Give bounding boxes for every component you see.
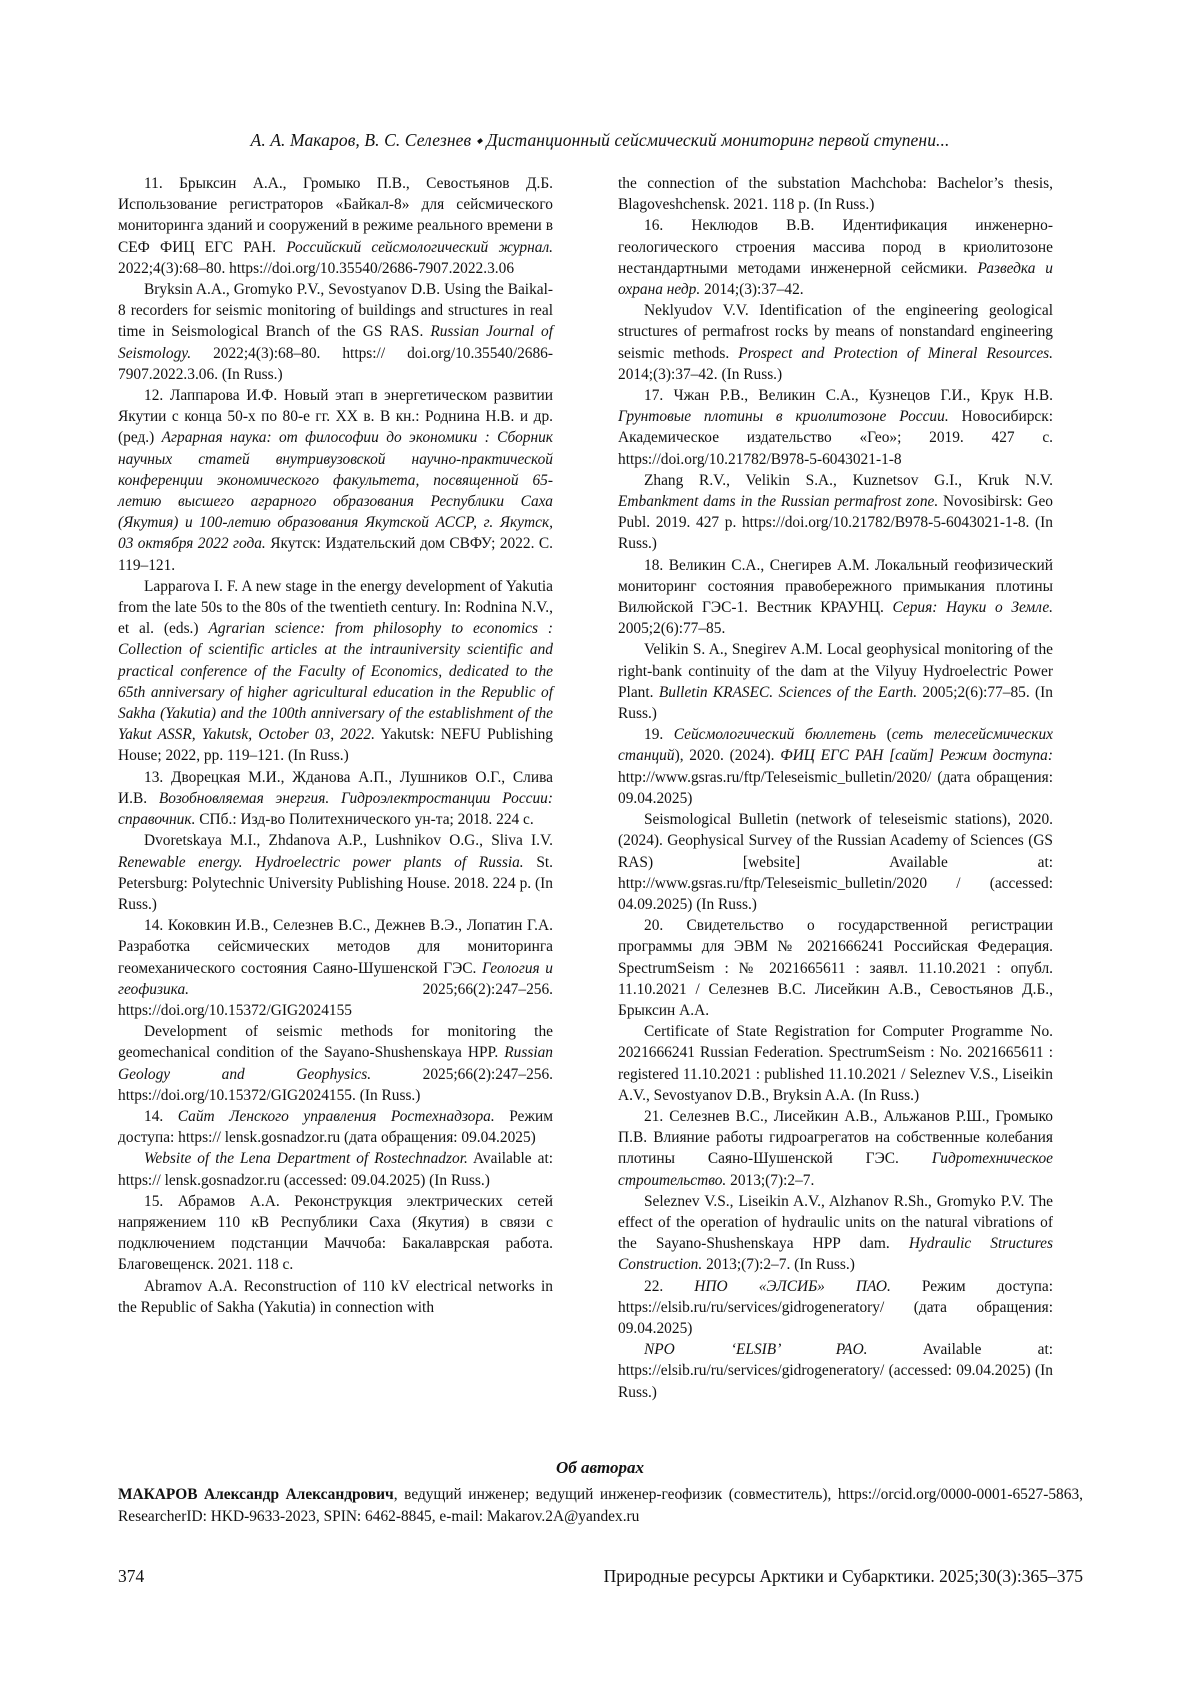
reference-text: 21. Селезнев В.С., Лисейкин А.В., Альжанов Р.Ш., Громыко П.В. Влияние работы гидроагрегатов на собственные колебания плотины Саяно-Шушенской ГЭС.: [618, 1107, 1053, 1168]
reference-entry: [618, 555, 1053, 640]
reference-text: Certificate of State Registration for Computer Programme No. 2021666241 Russian Federation. SpectrumSeism : No. 2021665611 : registered 11.10.2021 : published 11.10.2021 / Seleznev V.S., Liseikin A.V., Sevostyanov D.B., Bryksin A.A. (In Russ.): [618, 1023, 1053, 1104]
reference-text: 18. Великин С.А., Снегирев А.М. Локальный геофизический мониторинг состояния правобережного примыкания плотины Вилюйской ГЭС-1. Вестник КРАУНЦ.: [618, 556, 1053, 617]
running-title: А. А. Макаров, В. С. Селезнев ⬩ Дистанционный сейсмический мониторинг первой ступени...: [250, 130, 950, 150]
author-name: МАКАРОВ Александр Александрович: [118, 1486, 394, 1503]
reference-text: 2014;(3):37–42.: [700, 281, 804, 299]
reference-text: Neklyudov V.V. Identification of the engineering geological structures of permafrost rocks by means of nonstandard engineering seismic methods.: [618, 302, 1053, 362]
reference-entry: [118, 767, 553, 831]
reference-text: (: [876, 726, 892, 744]
page-number: 374: [118, 1566, 145, 1586]
reference-italic-text: ФИЦ ЕГС РАН [сайт] Режим доступа:: [780, 747, 1053, 765]
reference-text: Yakutsk: NEFU Publishing House; 2022, pp. 119–121. (In Russ.): [118, 726, 553, 765]
reference-text: Zhang R.V., Velikin S.A., Kuznetsov G.I., Kruk N.V.: [644, 471, 1053, 489]
reference-entry: [118, 1148, 553, 1190]
reference-text: 16. Неклюдов В.В. Идентификация инженерно-геологического строения массива пород в криолитозоне нестандартными методами инженерной сейсмики.: [618, 217, 1053, 277]
reference-entry: [618, 300, 1053, 385]
reference-text: 14. Коковкин И.В., Селезнев В.С., Дежнев В.Э., Лопатин Г.А. Разработка сейсмических методов для мониторинга геомеханического состояния Саяно-Шушенской ГЭС.: [118, 917, 553, 977]
reference-text: 2013;(7):2–7.: [726, 1171, 815, 1189]
journal-citation: Природные ресурсы Арктики и Субарктики. 2025;30(3):365–375: [603, 1566, 1083, 1586]
reference-text: 20. Свидетельство о государственной регистрации программы для ЭВМ № 2021666241 Российская Федерация. SpectrumSeism : № 2021665611 : заявл. 11.10.2021 : опубл. 11.10.2021 / Селезнев В.С. Лисейкин А.В., Севостьянов Д.Б., Брыксин А.А.: [618, 917, 1053, 1019]
reference-italic-text: Renewable energy. Hydroelectric power plants of Russia.: [118, 853, 524, 871]
reference-italic-text: Аграрная наука: от философии до экономики : Сборник научных статей внутривузовской научно-практической конференции экономического факультета, посвященной 65-летию высшего аграрного образования Республики Саха (Якутия) и 100-летию образования Якутской АССР, г. Якутск, 03 октября 2022 года.: [118, 429, 553, 553]
reference-text: 11. Брыксин А.А., Громыко П.В., Севостьянов Д.Б. Использование регистраторов «Байкал-8» для сейсмического мониторинга зданий и сооружений в режиме реального времени в СЕФ ФИЦ ЕГС РАН.: [118, 175, 553, 256]
reference-text: 2014;(3):37–42. (In Russ.): [618, 365, 783, 383]
reference-entry: [118, 279, 553, 385]
reference-text: Новосибирск: Академическое издательство «Гео»; 2019. 427 с. https://doi.org/10.21782/B978-5-6043021-1-8: [618, 408, 1054, 468]
author-details: , ведущий инженер; ведущий инженер-геофизик (совместитель), https://orcid.org/0000-0001-6527-5863, ResearcherID: HKD-9633-2023, SPIN: 6462-8845, e-mail: Makarov.2A@yandex.ru: [118, 1486, 1083, 1525]
reference-entry: [618, 639, 1053, 724]
reference-entry: [618, 385, 1053, 470]
reference-text: 2013;(7):2–7. (In Russ.): [702, 1256, 855, 1274]
reference-text: Dvoretskaya M.I., Zhdanova A.P., Lushnikov O.G., Sliva I.V.: [144, 832, 553, 850]
reference-text: СПб.: Изд-во Политехнического ун-та; 2018. 224 с.: [195, 811, 534, 829]
reference-text: Bryksin A.A., Gromyko P.V., Sevostyanov D.B. Using the Baikal-8 recorders for seismic monitoring of buildings and structures in real time in Seismological Branch of the GS RAS.: [118, 281, 553, 341]
reference-entry: [118, 576, 553, 767]
reference-italic-text: Геология и геофизика.: [118, 959, 553, 998]
reference-entry: [118, 1106, 553, 1148]
reference-text: Available at: https:// lensk.gosnadzor.ru (accessed: 09.04.2025) (In Russ.): [118, 1150, 553, 1189]
reference-text: 2025;66(2):247–256. https://doi.org/10.15372/GIG2024155: [118, 980, 553, 1019]
reference-italic-text: Embankment dams in the Russian permafrost zone.: [618, 493, 939, 511]
reference-italic-text: Возобновляемая энергия. Гидроэлектростанции России: справочник.: [118, 789, 553, 829]
reference-text: ), 2020. (2024).: [674, 747, 781, 765]
reference-text: Velikin S. A., Snegirev A.M. Local geophysical monitoring of the right-bank continuity of the dam at the Vilyuy Hydroelectric Power Plant.: [618, 641, 1053, 701]
reference-entry: [618, 1106, 1053, 1191]
reference-italic-text: Российский сейсмологический журнал.: [286, 238, 554, 256]
reference-italic-text: Сайт Ленского управления Ростехнадзора.: [177, 1107, 495, 1125]
reference-entry: [118, 1276, 553, 1318]
reference-italic-text: Hydraulic Structures Construction.: [618, 1235, 1054, 1274]
reference-entry: [118, 173, 553, 279]
reference-text: 17. Чжан Р.В., Великин С.А., Кузнецов Г.И., Крук Н.В.: [644, 387, 1053, 405]
reference-entry: [618, 215, 1053, 300]
reference-text: 19.: [644, 726, 674, 744]
about-authors-heading: Об авторах: [555, 1458, 645, 1477]
reference-italic-text: Website of the Lena Department of Rostechnadzor.: [144, 1150, 468, 1168]
reference-italic-text: Russian Journal of Seismology.: [118, 323, 553, 362]
reference-entry: [618, 915, 1053, 1021]
reference-entry: [618, 1339, 1053, 1403]
reference-entry: [118, 385, 553, 576]
reference-text: Novosibirsk: Geo Publ. 2019. 427 p. https://doi.org/10.21782/B978-5-6043021-1-8. (In Russ.): [618, 493, 1053, 553]
reference-italic-text: Гидротехническое строительство.: [618, 1150, 1053, 1189]
reference-italic-text: Russian Geology and Geophysics.: [118, 1044, 553, 1083]
reference-entry: [618, 1191, 1053, 1276]
reference-text: Seismological Bulletin (network of teleseismic stations), 2020. (2024). Geophysical Survey of the Russian Academy of Sciences (GS RAS) [website] Available at: http://www.gsras.ru/ftp/Teleseismic_bulletin/2020 / (accessed: 04.09.2025) (In Russ.): [618, 811, 1053, 913]
author-bio: [118, 1484, 1083, 1527]
reference-italic-text: сеть телесейсмических станций: [618, 726, 1053, 765]
reference-entry: [618, 724, 1053, 809]
reference-text: 2005;2(6):77–85. (In Russ.): [618, 683, 1053, 723]
reference-text: 2022;4(3):68–80. https:// doi.org/10.35540/2686-7907.2022.3.06. (In Russ.): [118, 344, 553, 383]
reference-italic-text: NPO ‘ELSIB’ PAO.: [644, 1341, 868, 1359]
reference-text: 13. Дворецкая М.И., Жданова А.П., Лушников О.Г., Слива И.В.: [118, 768, 553, 807]
reference-italic-text: Prospect and Protection of Mineral Resources.: [738, 344, 1053, 362]
reference-entry: [618, 173, 1053, 215]
reference-italic-text: Agrarian science: from philosophy to economics : Collection of scientific articles at the intrauniversity scientific and practical conference of the Faculty of Economics, dedicated to the 65th anniversary of higher agricultural education in the Republic of Sakha (Yakutia) and the 100th anniversary of the establishment of the Yakut ASSR, Yakutsk, October 03, 2022.: [118, 620, 553, 744]
reference-text: Available at: https://elsib.ru/ru/services/gidrogeneratory/ (accessed: 09.04.2025) (In Russ.): [618, 1341, 1053, 1401]
reference-text: St. Petersburg: Polytechnic University Publishing House. 2018. 224 p. (In Russ.): [118, 853, 553, 913]
reference-entry: [118, 830, 553, 915]
reference-italic-text: Грунтовые плотины в криолитозоне России.: [618, 408, 949, 426]
references-right-column: [618, 173, 1053, 1403]
reference-text: Seleznev V.S., Liseikin A.V., Alzhanov R.Sh., Gromyko P.V. The effect of the operation of hydraulic units on the natural vibrations of the Sayano-Shushenskaya HPP dam.: [618, 1192, 1053, 1253]
reference-text: Режим доступа: https:// lensk.gosnadzor.ru (дата обращения: 09.04.2025): [118, 1107, 553, 1147]
reference-text: 2005;2(6):77–85.: [618, 620, 726, 638]
reference-entry: [618, 470, 1053, 555]
reference-text: Lapparova I. F. A new stage in the energy development of Yakutia from the late 50s to the 80s of the twentieth century. In: Rodnina N.V., et al. (eds.): [118, 577, 553, 638]
reference-text: Abramov A.A. Reconstruction of 110 kV electrical networks in the Republic of Sakha (Yakutia) in connection with: [118, 1277, 553, 1316]
reference-text: 14.: [144, 1107, 178, 1125]
reference-text: http://www.gsras.ru/ftp/Teleseismic_bulletin/2020/ (дата обращения: 09.04.2025): [618, 768, 1053, 807]
reference-entry: [618, 1276, 1053, 1340]
reference-text: 2022;4(3):68–80. https://doi.org/10.35540/2686-7907.2022.3.06: [118, 259, 515, 277]
reference-italic-text: Разведка и охрана недр.: [618, 259, 1053, 299]
reference-text: Development of seismic methods for monitoring the geomechanical condition of the Sayano-Shushenskaya HPP.: [118, 1023, 553, 1062]
reference-italic-text: Серия: Науки о Земле.: [892, 599, 1053, 617]
reference-text: 12. Лаппарова И.Ф. Новый этап в энергетическом развитии Якутии с конца 50-х по 80-е гг. XX в. В кн.: Роднина Н.В. и др. (ред.): [118, 387, 553, 447]
reference-entry: [118, 1021, 553, 1106]
reference-text: Режим доступа: https://elsib.ru/ru/services/gidrogeneratory/ (дата обращения: 09.04.2025): [618, 1277, 1054, 1337]
reference-entry: [618, 809, 1053, 915]
reference-text: 15. Абрамов А.А. Реконструкция электрических сетей напряжением 110 кВ Республики Саха (Якутия) в связи с подключением подстанции Маччоба: Бакалаврская работа. Благовещенск. 2021. 118 с.: [118, 1192, 553, 1274]
reference-text: the connection of the substation Machchoba: Bachelor’s thesis, Blagoveshchensk. 2021. 118 p. (In Russ.): [618, 175, 1053, 214]
reference-text: Якутск: Издательский дом СВФУ; 2022. С. 119–121.: [118, 535, 554, 574]
references-left-column: [118, 173, 553, 1318]
reference-italic-text: Bulletin KRASEC. Sciences of the Earth.: [658, 683, 918, 701]
reference-text: 2025;66(2):247–256. https://doi.org/10.15372/GIG2024155. (In Russ.): [118, 1065, 554, 1104]
reference-italic-text: НПО «ЭЛСИБ» ПАО.: [694, 1277, 891, 1295]
reference-entry: [118, 915, 553, 1021]
reference-text: 22.: [644, 1277, 695, 1295]
reference-entry: [618, 1021, 1053, 1106]
reference-entry: [118, 1191, 553, 1276]
reference-italic-text: Сейсмологический бюллетень: [673, 726, 877, 744]
